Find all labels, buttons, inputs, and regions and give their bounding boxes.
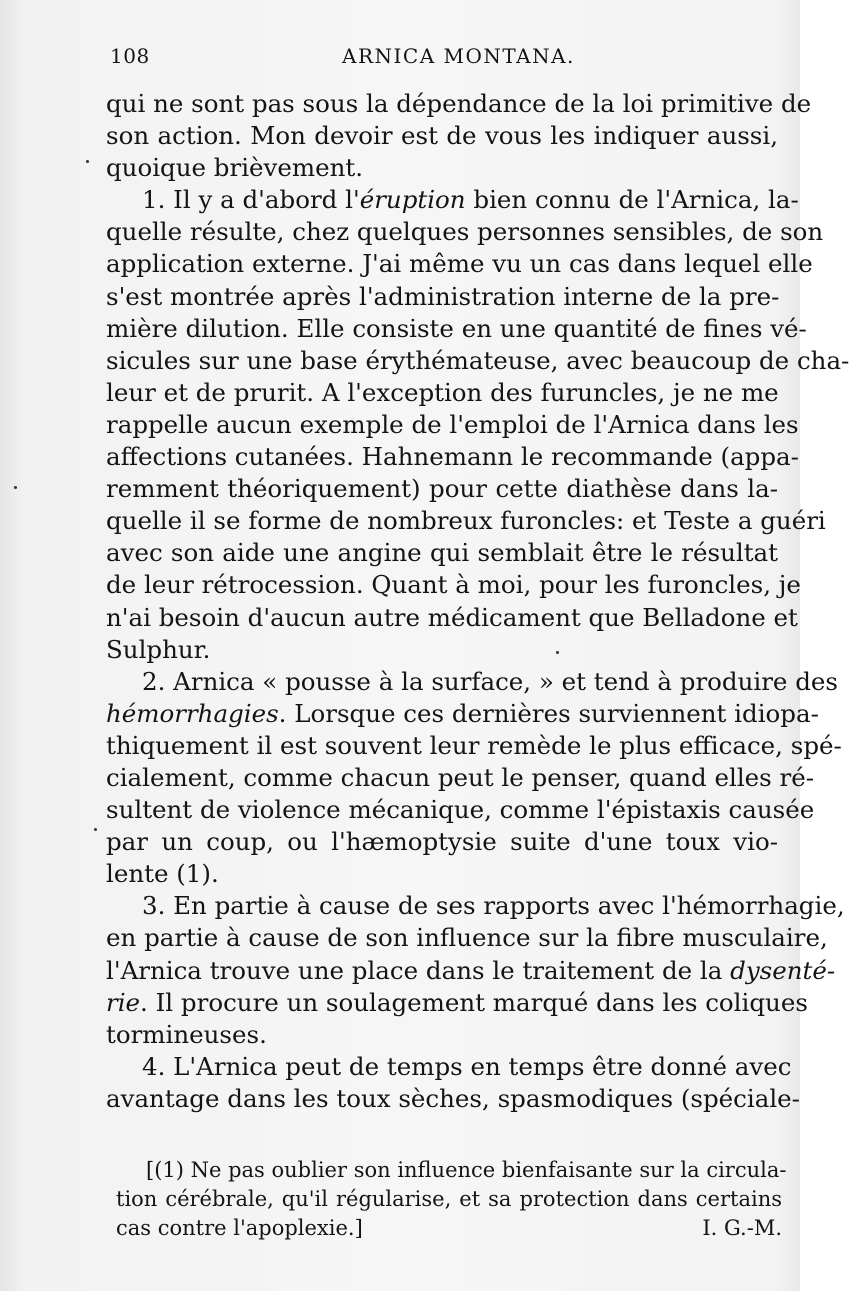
text-line: avantage dans les toux sèches, spasmodiques (spéciale- xyxy=(106,1083,800,1113)
text-line: 4. L'Arnica peut de temps en temps être donné avec xyxy=(142,1051,792,1081)
page-number: 108 xyxy=(110,44,150,68)
footnote-text: cas contre l'apoplexie.] xyxy=(116,1216,363,1240)
running-head: ARNICA MONTANA. xyxy=(342,44,575,68)
text-line: Sulphur. xyxy=(106,634,211,664)
text-line: son action. Mon devoir est de vous les indiquer aussi, xyxy=(106,121,778,151)
text-line: qui ne sont pas sous la dépendance de la loi primitive de xyxy=(106,89,812,118)
print-speck xyxy=(556,651,559,654)
text-line: quelle il se forme de nombreux furoncles: et Teste a guéri xyxy=(106,506,826,536)
italic-term: hémorrhagies xyxy=(106,698,279,728)
text-line: avec son aide une angine qui semblait être le résultat xyxy=(106,538,778,568)
print-speck xyxy=(94,828,97,831)
footnote-line: [(1) Ne pas oublier son influence bienfaisante sur la circula- xyxy=(146,1158,787,1182)
print-speck xyxy=(86,160,89,163)
italic-term: dysenté- xyxy=(730,955,836,985)
body-text xyxy=(106,88,849,1115)
text-line: 1. Il y a d'abord l'éruption bien connu de l'Arnica, la- xyxy=(142,185,799,215)
text-line: 3. En partie à cause de ses rapports avec l'hémorrhagie, xyxy=(142,891,845,921)
footnote-line: tion cérébrale, qu'il régularise, et sa protection dans certains xyxy=(116,1187,782,1211)
text-line: sultent de violence mécanique, comme l'épistaxis causée xyxy=(106,795,815,825)
text-line: n'ai besoin d'aucun autre médicament que Belladone et xyxy=(106,602,798,632)
text-line: s'est montrée après l'administration interne de la pre- xyxy=(106,281,780,311)
text-line: rappelle aucun exemple de l'emploi de l'Arnica dans les xyxy=(106,409,799,439)
text-line: sicules sur une base érythémateuse, avec beaucoup de cha- xyxy=(106,345,849,375)
text-line: par un coup, ou l'hæmoptysie suite d'une toux vio- xyxy=(106,827,778,857)
text-line: leur et de prurit. A l'exception des furuncles, je ne me xyxy=(106,377,779,407)
text-line: application externe. J'ai même vu un cas dans lequel elle xyxy=(106,249,813,279)
print-speck xyxy=(14,486,17,489)
text-line: quelle résulte, chez quelques personnes sensibles, de son xyxy=(106,217,824,247)
text-line: hémorrhagies. Lorsque ces dernières surviennent idiopa- xyxy=(106,698,819,728)
text-line: 2. Arnica « pousse à la surface, » et tend à produire des xyxy=(142,666,838,696)
text-line: l'Arnica trouve une place dans le traitement de la dysenté- xyxy=(106,955,836,985)
page-header xyxy=(110,44,710,74)
italic-term: éruption xyxy=(359,185,466,215)
italic-term: rie xyxy=(106,987,141,1017)
text-line: de leur rétrocession. Quant à moi, pour les furoncles, je xyxy=(106,570,801,600)
text-line: remment théoriquement) pour cette diathèse dans la- xyxy=(106,474,778,504)
text-line: en partie à cause de son influence sur la fibre musculaire, xyxy=(106,923,828,953)
text-line: tormineuses. xyxy=(106,1019,267,1049)
text-line: mière dilution. Elle consiste en une quantité de fines vé- xyxy=(106,313,807,343)
text-line: cialement, comme chacun peut le penser, quand elles ré- xyxy=(106,762,815,792)
footnote xyxy=(116,1156,787,1243)
footnote-signature: I. G.-M. xyxy=(702,1216,782,1240)
text-line: affections cutanées. Hahnemann le recommande (appa- xyxy=(106,442,799,472)
text-line: lente (1). xyxy=(106,859,219,889)
footnote-line xyxy=(116,1214,782,1243)
text-line: quoique brièvement. xyxy=(106,153,364,183)
text-line: rie. Il procure un soulagement marqué dans les coliques xyxy=(106,987,808,1017)
text-line: thiquement il est souvent leur remède le plus efficace, spé- xyxy=(106,730,842,760)
